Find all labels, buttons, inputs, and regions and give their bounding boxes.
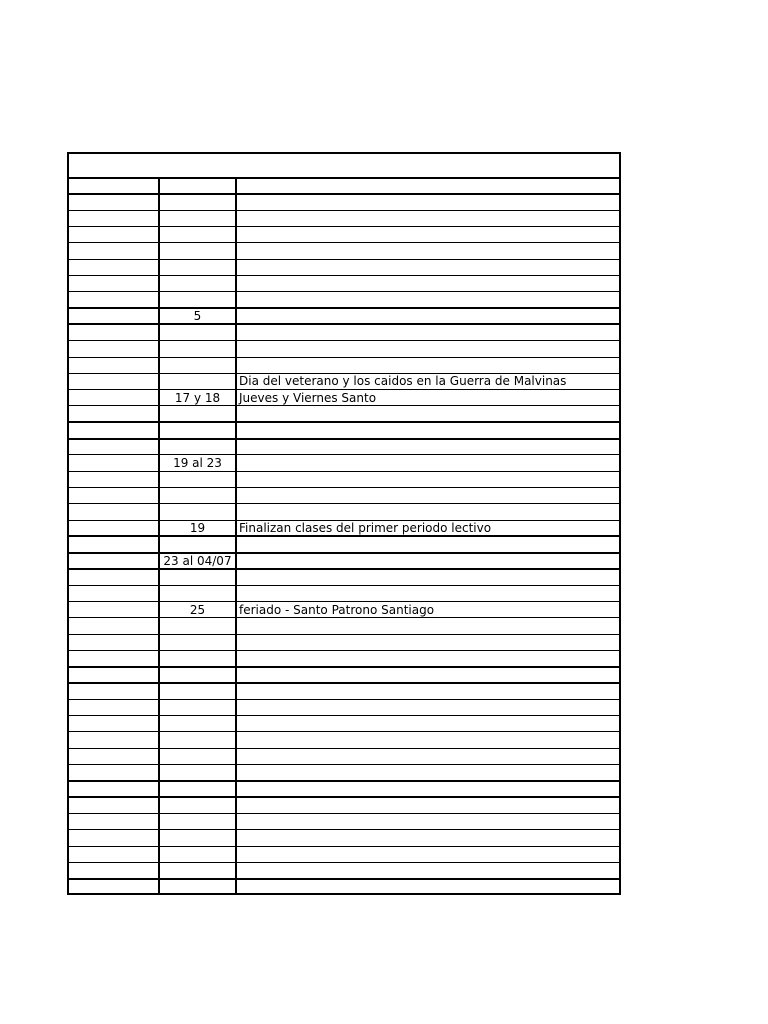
row-divider [67, 471, 621, 472]
row-divider [67, 275, 621, 276]
row-divider [67, 682, 621, 684]
date-cell: 19 al 23 [173, 455, 222, 470]
date-cell: 23 al 04/07 [163, 553, 232, 568]
row-divider [67, 585, 621, 586]
row-divider [67, 846, 621, 847]
event-cell: Jueves y Viernes Santo [239, 390, 377, 405]
row-divider [67, 421, 621, 423]
row-divider [67, 715, 621, 716]
row-divider [67, 535, 621, 537]
row-divider [67, 862, 621, 863]
row-divider [67, 487, 621, 488]
row-divider [67, 568, 621, 570]
row-divider [67, 405, 621, 406]
row-divider [67, 454, 621, 455]
date-cell: 25 [189, 602, 206, 617]
row-divider [67, 894, 621, 895]
header-divider [67, 177, 621, 179]
row-divider [67, 666, 621, 668]
row-divider [67, 878, 621, 880]
row-divider [67, 813, 621, 814]
date-cell: 19 [189, 521, 206, 535]
row-divider [67, 829, 621, 830]
row-divider [67, 210, 621, 211]
event-cell: Finalizan clases del primer periodo lectivo [239, 521, 492, 535]
row-divider [67, 634, 621, 635]
row-divider [67, 259, 621, 260]
row-divider [67, 323, 621, 325]
date-cell: 5 [193, 309, 202, 324]
row-divider [67, 796, 621, 798]
row-divider [67, 340, 621, 341]
row-divider [67, 552, 621, 554]
row-divider [67, 764, 621, 765]
table-border-right [619, 152, 621, 895]
row-divider [67, 291, 621, 292]
date-cell: 17 y 18 [174, 390, 221, 405]
row-divider [67, 617, 621, 618]
row-divider [67, 780, 621, 782]
row-divider [67, 357, 621, 358]
row-divider [67, 503, 621, 504]
event-cell: feriado - Santo Patrono Santiago [239, 602, 435, 617]
row-divider [67, 748, 621, 749]
subheader-divider [67, 193, 621, 195]
row-divider [67, 307, 621, 309]
table-border-left [67, 152, 69, 895]
row-divider [67, 226, 621, 227]
row-divider [67, 438, 621, 440]
table-border-top [67, 152, 621, 154]
row-divider [67, 731, 621, 732]
row-divider [67, 699, 621, 700]
row-divider [67, 650, 621, 651]
event-cell: Dia del veterano y los caidos en la Guerra de Malvinas [239, 374, 567, 389]
row-divider [67, 242, 621, 243]
